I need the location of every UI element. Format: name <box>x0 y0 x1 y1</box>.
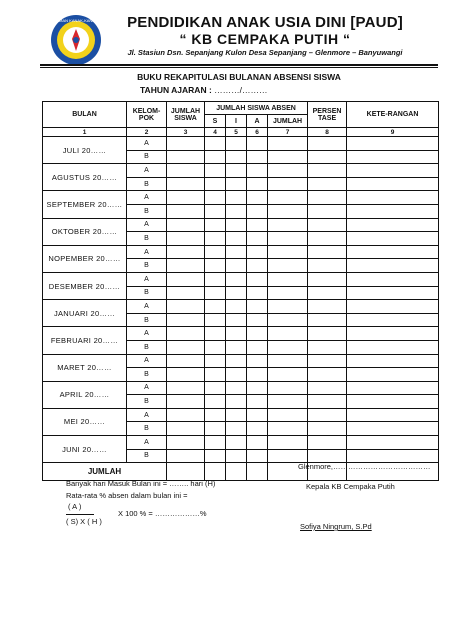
data-cell <box>347 218 439 232</box>
data-cell <box>308 259 347 273</box>
data-cell <box>247 286 268 300</box>
data-cell <box>247 327 268 341</box>
data-cell <box>268 300 308 314</box>
data-cell <box>347 340 439 354</box>
group-cell: A <box>127 354 167 368</box>
attendance-table <box>42 101 439 481</box>
data-cell <box>308 408 347 422</box>
data-cell <box>347 137 439 151</box>
data-cell <box>205 327 226 341</box>
data-cell <box>205 408 226 422</box>
data-cell <box>226 422 247 436</box>
academic-year-value: ………/……… <box>211 85 268 95</box>
data-cell <box>167 313 205 327</box>
month-cell: FEBRUARI 20…… <box>43 327 127 354</box>
data-cell <box>226 204 247 218</box>
data-cell <box>167 218 205 232</box>
month-cell: JUNI 20…… <box>43 436 127 463</box>
table-row <box>43 218 439 232</box>
data-cell <box>167 204 205 218</box>
hari-masuk-line: Banyak hari Masuk Bulan ini = …….. hari (H) <box>66 479 216 488</box>
data-cell <box>247 272 268 286</box>
data-cell <box>205 449 226 463</box>
data-cell <box>205 164 226 178</box>
group-cell: A <box>127 408 167 422</box>
header-divider-thin <box>40 67 438 68</box>
data-cell <box>226 191 247 205</box>
document-title: BUKU REKAPITULASI BULANAN ABSENSI SISWA <box>137 72 341 82</box>
month-cell: APRIL 20…… <box>43 381 127 408</box>
data-cell <box>308 368 347 382</box>
column-number: 3 <box>167 128 205 137</box>
data-cell <box>205 232 226 246</box>
data-cell <box>205 354 226 368</box>
data-cell <box>205 218 226 232</box>
header-divider-thick <box>40 64 438 66</box>
data-cell <box>247 191 268 205</box>
data-cell <box>308 191 347 205</box>
data-cell <box>268 327 308 341</box>
data-cell <box>205 204 226 218</box>
group-cell: A <box>127 327 167 341</box>
data-cell <box>268 245 308 259</box>
data-cell <box>226 354 247 368</box>
data-cell <box>226 286 247 300</box>
data-cell <box>347 245 439 259</box>
data-cell <box>247 218 268 232</box>
column-number: 8 <box>308 128 347 137</box>
table-row <box>43 408 439 422</box>
data-cell <box>347 150 439 164</box>
data-cell <box>347 368 439 382</box>
header-sakit: S <box>205 115 226 128</box>
data-cell <box>308 286 347 300</box>
data-cell <box>268 204 308 218</box>
data-cell <box>308 381 347 395</box>
data-cell <box>226 368 247 382</box>
table-row <box>43 164 439 178</box>
data-cell <box>226 436 247 450</box>
column-number: 1 <box>43 128 127 137</box>
data-cell <box>226 245 247 259</box>
data-cell <box>167 449 205 463</box>
data-cell <box>308 245 347 259</box>
data-cell <box>347 164 439 178</box>
head-signature-name: Sofiya Ningrum, S.Pd <box>300 522 372 531</box>
data-cell <box>308 300 347 314</box>
formula-numerator: ( A ) <box>68 502 82 511</box>
data-cell <box>247 259 268 273</box>
data-cell <box>308 177 347 191</box>
month-cell: AGUSTUS 20…… <box>43 164 127 191</box>
data-cell <box>167 232 205 246</box>
data-cell <box>247 381 268 395</box>
data-cell <box>205 177 226 191</box>
data-cell <box>308 164 347 178</box>
group-cell: B <box>127 422 167 436</box>
data-cell <box>347 204 439 218</box>
data-cell <box>268 313 308 327</box>
data-cell <box>247 150 268 164</box>
academic-year-label: TAHUN AJARAN : <box>140 85 212 95</box>
total-label: JUMLAH <box>43 463 167 481</box>
data-cell <box>247 164 268 178</box>
month-cell: SEPTEMBER 20…… <box>43 191 127 218</box>
data-cell <box>226 395 247 409</box>
data-cell <box>226 218 247 232</box>
data-cell <box>247 368 268 382</box>
data-cell <box>167 245 205 259</box>
header-kelompok: KELOM-POK <box>127 102 167 128</box>
data-cell <box>247 245 268 259</box>
table-row <box>43 191 439 205</box>
table-row <box>43 436 439 450</box>
data-cell <box>226 259 247 273</box>
data-cell <box>347 313 439 327</box>
data-cell <box>205 245 226 259</box>
data-cell <box>226 232 247 246</box>
data-cell <box>247 137 268 151</box>
data-cell <box>167 150 205 164</box>
data-cell <box>347 381 439 395</box>
data-cell <box>347 259 439 273</box>
data-cell <box>268 422 308 436</box>
data-cell <box>226 340 247 354</box>
data-cell <box>167 272 205 286</box>
svg-text:TAMAN KANAK-KANAK: TAMAN KANAK-KANAK <box>54 18 98 23</box>
data-cell <box>226 272 247 286</box>
data-cell <box>205 436 226 450</box>
header-izin: I <box>226 115 247 128</box>
data-cell <box>268 286 308 300</box>
header-school-name: “ KB CEMPAKA PUTIH “ <box>179 31 351 47</box>
group-cell: B <box>127 449 167 463</box>
data-cell <box>167 436 205 450</box>
data-cell <box>205 395 226 409</box>
data-cell <box>268 272 308 286</box>
month-cell: NOPEMBER 20…… <box>43 245 127 272</box>
place-date: Glenmore,………………………………… <box>298 462 431 471</box>
data-cell <box>205 272 226 286</box>
group-cell: B <box>127 340 167 354</box>
data-cell <box>226 408 247 422</box>
data-cell <box>247 354 268 368</box>
data-cell <box>247 436 268 450</box>
data-cell <box>268 218 308 232</box>
data-cell <box>167 340 205 354</box>
data-cell <box>167 191 205 205</box>
data-cell <box>308 422 347 436</box>
data-cell <box>347 286 439 300</box>
data-cell <box>167 259 205 273</box>
data-cell <box>268 177 308 191</box>
column-number: 6 <box>247 128 268 137</box>
attendance-rows <box>43 137 439 463</box>
data-cell <box>167 395 205 409</box>
table-row <box>43 381 439 395</box>
group-cell: A <box>127 272 167 286</box>
column-number: 7 <box>268 128 308 137</box>
data-cell <box>308 204 347 218</box>
data-cell <box>268 449 308 463</box>
data-cell <box>308 395 347 409</box>
data-cell <box>308 232 347 246</box>
data-cell <box>347 191 439 205</box>
formula-denominator: ( S) X ( H ) <box>66 517 102 526</box>
data-cell <box>226 150 247 164</box>
data-cell <box>205 340 226 354</box>
table-row <box>43 272 439 286</box>
data-cell <box>247 300 268 314</box>
data-cell <box>247 177 268 191</box>
head-title: Kepala KB Cempaka Putih <box>306 482 395 491</box>
column-number: 9 <box>347 128 439 137</box>
data-cell <box>347 272 439 286</box>
group-cell: B <box>127 232 167 246</box>
data-cell <box>226 300 247 314</box>
data-cell <box>167 164 205 178</box>
data-cell <box>247 395 268 409</box>
group-cell: B <box>127 313 167 327</box>
data-cell <box>308 449 347 463</box>
data-cell <box>205 137 226 151</box>
data-cell <box>205 259 226 273</box>
data-cell <box>308 340 347 354</box>
data-cell <box>347 408 439 422</box>
data-cell <box>167 327 205 341</box>
total-cell <box>226 463 247 481</box>
data-cell <box>205 286 226 300</box>
data-cell <box>167 368 205 382</box>
formula-multiplier: X 100 % = ………………% <box>118 509 207 518</box>
group-cell: B <box>127 204 167 218</box>
data-cell <box>347 327 439 341</box>
group-cell: B <box>127 395 167 409</box>
data-cell <box>226 177 247 191</box>
data-cell <box>268 436 308 450</box>
data-cell <box>247 313 268 327</box>
table-row <box>43 327 439 341</box>
data-cell <box>268 354 308 368</box>
data-cell <box>268 137 308 151</box>
group-cell: A <box>127 191 167 205</box>
data-cell <box>226 313 247 327</box>
data-cell <box>205 150 226 164</box>
school-logo <box>50 14 102 66</box>
data-cell <box>226 381 247 395</box>
data-cell <box>205 191 226 205</box>
column-number: 2 <box>127 128 167 137</box>
group-cell: B <box>127 177 167 191</box>
data-cell <box>347 422 439 436</box>
data-cell <box>268 368 308 382</box>
data-cell <box>308 218 347 232</box>
data-cell <box>308 272 347 286</box>
data-cell <box>167 422 205 436</box>
data-cell <box>268 164 308 178</box>
group-cell: A <box>127 137 167 151</box>
data-cell <box>205 368 226 382</box>
table-row <box>43 245 439 259</box>
academic-year <box>140 85 268 95</box>
group-cell: A <box>127 218 167 232</box>
data-cell <box>268 395 308 409</box>
table-row <box>43 300 439 314</box>
data-cell <box>167 286 205 300</box>
data-cell <box>308 354 347 368</box>
data-cell <box>268 381 308 395</box>
month-cell: DESEMBER 20…… <box>43 272 127 299</box>
column-number: 4 <box>205 128 226 137</box>
data-cell <box>167 381 205 395</box>
group-cell: A <box>127 245 167 259</box>
header-jumlah-absen: JUMLAH SISWA ABSEN <box>205 102 308 115</box>
data-cell <box>205 422 226 436</box>
group-cell: A <box>127 436 167 450</box>
month-cell: MARET 20…… <box>43 354 127 381</box>
group-cell: A <box>127 164 167 178</box>
group-cell: B <box>127 259 167 273</box>
data-cell <box>308 313 347 327</box>
data-cell <box>247 408 268 422</box>
data-cell <box>347 232 439 246</box>
data-cell <box>247 232 268 246</box>
data-cell <box>167 177 205 191</box>
data-cell <box>347 354 439 368</box>
total-cell <box>247 463 268 481</box>
data-cell <box>205 313 226 327</box>
data-cell <box>226 137 247 151</box>
group-cell: A <box>127 381 167 395</box>
data-cell <box>247 449 268 463</box>
data-cell <box>347 300 439 314</box>
data-cell <box>247 204 268 218</box>
data-cell <box>268 340 308 354</box>
data-cell <box>308 137 347 151</box>
table-row <box>43 354 439 368</box>
data-cell <box>308 327 347 341</box>
data-cell <box>205 300 226 314</box>
data-cell <box>347 395 439 409</box>
column-number: 5 <box>226 128 247 137</box>
data-cell <box>268 408 308 422</box>
month-cell: JULI 20…… <box>43 137 127 164</box>
data-cell <box>167 354 205 368</box>
month-cell: OKTOBER 20…… <box>43 218 127 245</box>
data-cell <box>308 436 347 450</box>
data-cell <box>167 300 205 314</box>
data-cell <box>226 449 247 463</box>
data-cell <box>347 449 439 463</box>
header-institution: PENDIDIKAN ANAK USIA DINI [PAUD] <box>127 14 403 31</box>
data-cell <box>268 259 308 273</box>
group-cell: B <box>127 286 167 300</box>
rata-rata-line: Rata-rata % absen dalam bulan ini = <box>66 491 188 500</box>
data-cell <box>347 177 439 191</box>
header-jumlah: JUMLAH <box>268 115 308 128</box>
table-row <box>43 137 439 151</box>
data-cell <box>247 340 268 354</box>
data-cell <box>268 191 308 205</box>
data-cell <box>247 422 268 436</box>
data-cell <box>167 408 205 422</box>
data-cell <box>205 381 226 395</box>
header-bulan: BULAN <box>43 102 127 128</box>
data-cell <box>226 327 247 341</box>
group-cell: B <box>127 150 167 164</box>
header-jumlah-siswa: JUMLAH SISWA <box>167 102 205 128</box>
data-cell <box>226 164 247 178</box>
data-cell <box>268 150 308 164</box>
data-cell <box>347 436 439 450</box>
data-cell <box>308 150 347 164</box>
data-cell <box>268 232 308 246</box>
month-cell: JANUARI 20…… <box>43 300 127 327</box>
header-alpa: A <box>247 115 268 128</box>
data-cell <box>167 137 205 151</box>
formula-fraction-line <box>66 514 94 515</box>
header-address: Jl. Stasiun Dsn. Sepanjang Kulon Desa Sepanjang – Glenmore – Banyuwangi <box>127 48 403 57</box>
month-cell: MEI 20…… <box>43 408 127 435</box>
header-persentase: PERSEN TASE <box>308 102 347 128</box>
group-cell: A <box>127 300 167 314</box>
header-keterangan: KETE-RANGAN <box>347 102 439 128</box>
group-cell: B <box>127 368 167 382</box>
